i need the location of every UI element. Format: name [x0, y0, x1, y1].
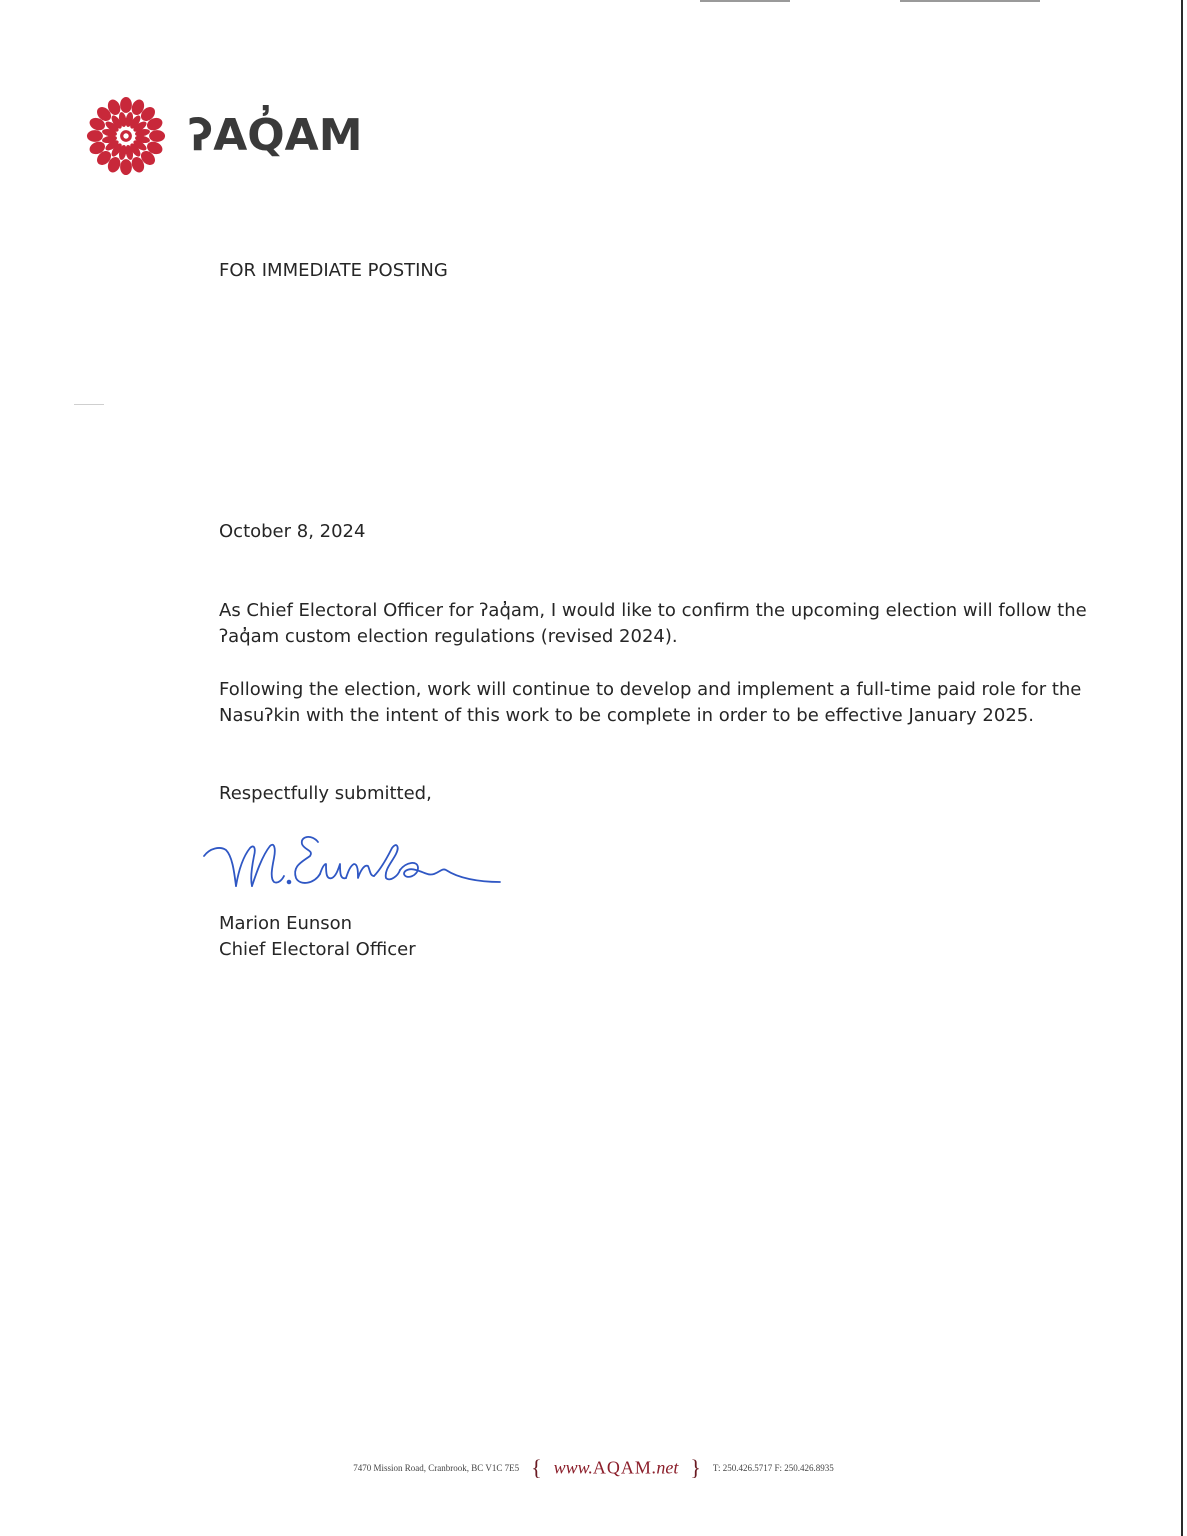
scan-edge-artifact: [1181, 0, 1183, 1536]
footer-address: 7470 Mission Road, Cranbrook, BC V1C 7E5: [353, 1463, 520, 1473]
signatory-name: Marion Eunson: [219, 913, 353, 934]
letterhead-footer: [0, 1455, 1187, 1481]
website-main: AQAM: [592, 1457, 652, 1478]
footer-phone: T: 250.426.5717 F: 250.426.8935: [712, 1463, 834, 1473]
logo-wordmark: ʔAQ̓AM: [188, 110, 363, 161]
flower-petal-outer: [120, 97, 132, 113]
paragraph-line: ʔaq̓am custom election regulations (revised 2024).: [219, 626, 678, 647]
paragraph-line: Nasuʔkin with the intent of this work to be complete in order to be effective January 2025.: [219, 705, 1034, 726]
closing-salutation: Respectfully submitted,: [219, 783, 432, 804]
paragraph-paid-role: [219, 677, 1081, 729]
paragraph-election-regulations: [219, 598, 1087, 650]
flower-petal-outer: [87, 130, 103, 142]
flower-logo-icon: [84, 94, 168, 178]
scan-top-artifact: [900, 0, 1040, 2]
website-suffix: .net: [651, 1457, 679, 1478]
flower-petal-outer: [149, 130, 165, 142]
letter-date: October 8, 2024: [219, 521, 366, 542]
posting-notice: FOR IMMEDIATE POSTING: [219, 260, 448, 281]
scan-mark-artifact: [74, 404, 104, 405]
footer-website: [554, 1458, 679, 1478]
paragraph-line: Following the election, work will continue to develop and implement a full-time paid role for the: [219, 679, 1082, 700]
paragraph-line: As Chief Electoral Officer for ʔaq̓am, I would like to confirm the upcoming election will follow the: [219, 600, 1087, 621]
letterhead-logo: [84, 94, 363, 178]
handwritten-signature: [196, 826, 506, 898]
scan-top-artifact: [700, 0, 790, 2]
signatory-title: Chief Electoral Officer: [219, 939, 416, 960]
footer-brace-close: }: [690, 1455, 701, 1480]
footer-brace-open: {: [531, 1455, 542, 1480]
website-prefix: www.: [553, 1457, 593, 1478]
flower-petal-outer: [120, 159, 132, 175]
